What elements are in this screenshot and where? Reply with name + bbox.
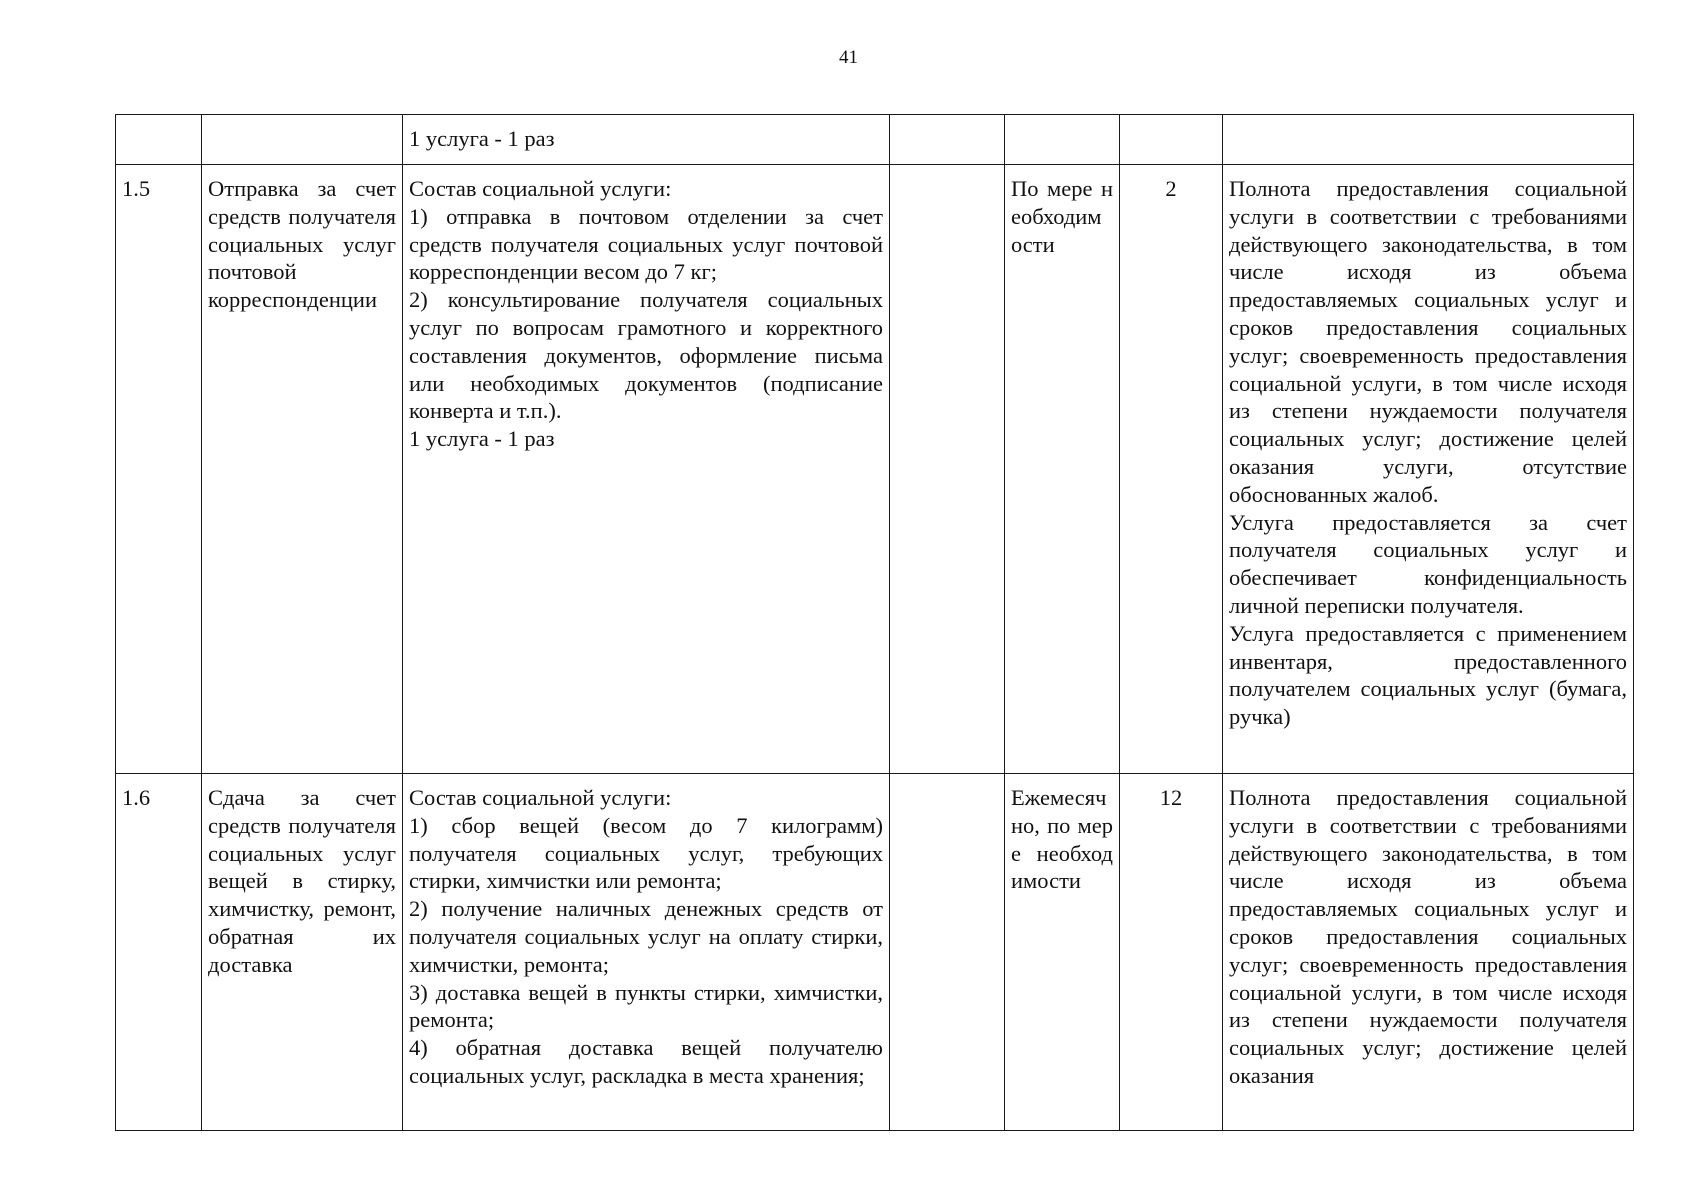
periodicity-cell: По мере необходимости	[1005, 165, 1120, 774]
content-line: 3) доставка вещей в пункты стирки, химчистки, ремонта;	[409, 979, 883, 1033]
content-line: 1) отправка в почтовом отделении за счет средств получателя социальных услуг почтовой корреспонденции весом до 7 кг;	[409, 203, 883, 285]
content-line: 1 услуга - 1 раз	[409, 426, 555, 452]
periodicity-cell	[1005, 115, 1120, 165]
content-line: 4) обратная доставка вещей получателю социальных услуг, раскладка в места хранения;	[409, 1035, 883, 1088]
content-line: Состав социальной услуги:	[409, 176, 672, 201]
table-row	[116, 165, 1634, 774]
content-line: 1 услуга - 1 раз	[409, 126, 555, 151]
service-name-cell: Отправка за счет средств получателя социальных услуг почтовой корреспонденции	[202, 165, 403, 774]
periodicity-cell: Ежемесячно, по мере необходимости	[1005, 774, 1120, 1131]
empty-cell	[890, 115, 1005, 165]
quantity-cell: 2	[1120, 165, 1223, 774]
page-number: 41	[839, 47, 858, 68]
row-number-cell: 1.6	[116, 774, 202, 1131]
table-row	[116, 115, 1634, 165]
criteria-paragraph: Полнота предоставления социальной услуги в соответствии с требованиями действующего законодательства, в том числе исходя из объема предоставляемых социальных услуг и сроков предоставления социальных услуг; своевременность предоставления социальной услуги, в том числе исходя из степени нуждаемости получателя социальных услуг; достижение целей оказания услуги, отсутствие обоснованных жалоб.	[1229, 176, 1627, 507]
content-line: 2) получение наличных денежных средств от получателя социальных услуг на оплату стирки, химчистки, ремонта;	[409, 896, 883, 977]
content-line: 1) сбор вещей (весом до 7 килограмм) получателя социальных услуг, требующих стирки, химчистки или ремонта;	[409, 812, 883, 894]
row-number-cell	[116, 115, 202, 165]
services-table	[115, 114, 1634, 1131]
criteria-cell	[1223, 165, 1634, 774]
content-line: 2) консультирование получателя социальных услуг по вопросам грамотного и корректного составления документов, оформление письма или необходимых документов (подписание конверта и т.п.).	[409, 287, 883, 424]
criteria-paragraph: Услуга предоставляется за счет получателя социальных услуг и обеспечивает конфиденциальность личной переписки получателя.	[1229, 509, 1627, 618]
quantity-cell: 12	[1120, 774, 1223, 1131]
criteria-paragraph: Полнота предоставления социальной услуги в соответствии с требованиями действующего законодательства, в том числе исходя из объема предоставляемых социальных услуг и сроков предоставления социальных услуг; своевременность предоставления социальной услуги, в том числе исходя из степени нуждаемости получателя социальных услуг; достижение целей оказания	[1229, 785, 1627, 1088]
service-content-cell	[403, 774, 890, 1131]
service-name-cell: Сдача за счет средств получателя социальных услуг вещей в стирку, химчистку, ремонт, обратная их доставка	[202, 774, 403, 1131]
criteria-cell	[1223, 774, 1634, 1131]
criteria-cell	[1223, 115, 1634, 165]
empty-cell	[890, 165, 1005, 774]
service-name-cell	[202, 115, 403, 165]
empty-cell	[890, 774, 1005, 1131]
criteria-paragraph: Услуга предоставляется с применением инвентаря, предоставленного получателем социальных услуг (бумага, ручка)	[1229, 620, 1627, 730]
quantity-cell	[1120, 115, 1223, 165]
service-content-cell	[403, 115, 890, 165]
table-row	[116, 774, 1634, 1131]
content-line: Состав социальной услуги:	[409, 785, 672, 810]
service-content-cell	[403, 165, 890, 774]
row-number-cell: 1.5	[116, 165, 202, 774]
